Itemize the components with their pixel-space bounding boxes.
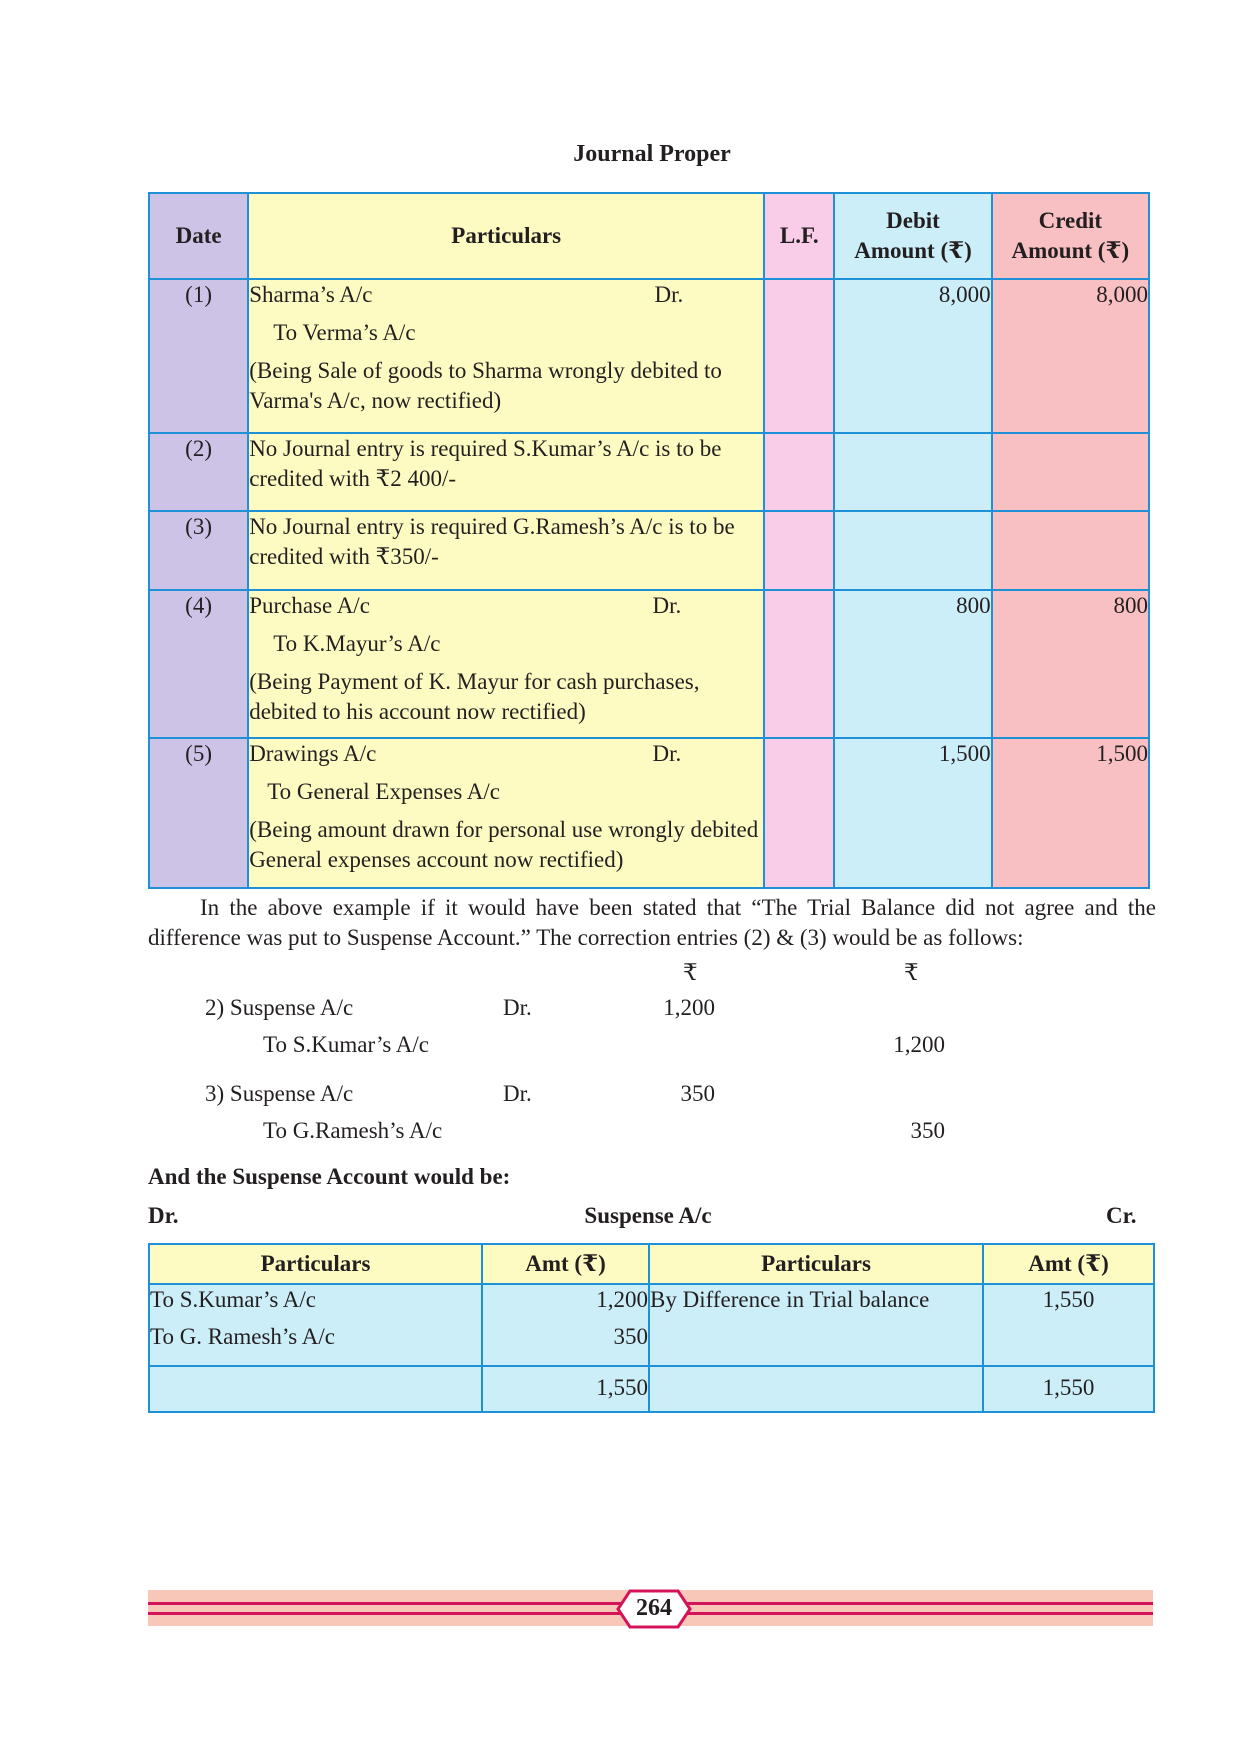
ledger-credit-amounts: [983, 1284, 1154, 1366]
ledger-debit-amount: 1,200: [596, 1287, 648, 1312]
ledger-total-blank: [149, 1366, 482, 1412]
correction-dr-tag: Dr.: [503, 995, 532, 1020]
debit-amount: 800: [834, 590, 991, 738]
debit-amount: 8,000: [834, 279, 991, 433]
journal-header-row: [149, 193, 1149, 279]
correction-debit-amount: 350: [680, 1081, 715, 1106]
ledger-debit-item: To G. Ramesh’s A/c: [150, 1323, 335, 1349]
ledger-credit-particulars: [649, 1284, 983, 1366]
lf-cell: [764, 279, 834, 433]
correction-to-account: To S.Kumar’s A/c: [263, 1032, 429, 1057]
ledger-header-particulars-cr: Particulars: [649, 1244, 983, 1284]
to-account: To K.Mayur’s A/c: [273, 630, 441, 656]
ledger-body-row: [149, 1284, 1154, 1366]
journal-table: [148, 192, 1150, 889]
debit-cell: [834, 433, 991, 511]
table-row: [149, 433, 1149, 511]
entry-number: (2): [149, 433, 248, 511]
header-credit: [992, 193, 1149, 279]
narration: (Being Sale of goods to Sharma wrongly debited to Varma's A/c, now rectified): [249, 357, 722, 413]
dr-account: Sharma’s A/c: [249, 282, 373, 307]
ledger-debit-amount: 350: [613, 1323, 648, 1349]
ledger-debit-total: 1,550: [482, 1366, 649, 1412]
entry-number: (5): [149, 738, 248, 888]
header-debit-line1: Debit: [886, 208, 940, 234]
correction-credit-amount: 350: [910, 1118, 945, 1143]
narration: (Being Payment of K. Mayur for cash purchases, debited to his account now rectified): [249, 668, 700, 724]
suspense-heading: And the Suspense Account would be:: [148, 1164, 511, 1189]
entry-note: No Journal entry is required S.Kumar’s A/c is to be credited with ₹2 400/-: [248, 433, 764, 511]
header-lf: L.F.: [764, 193, 834, 279]
ledger-header-amount-dr: Amt (₹): [482, 1244, 649, 1284]
correction-dr-account: 3) Suspense A/c: [205, 1081, 354, 1106]
suspense-ledger-table: [148, 1243, 1155, 1413]
dr-tag: Dr.: [654, 282, 684, 307]
table-row: [149, 738, 1149, 888]
lf-cell: [764, 738, 834, 888]
entry-particulars: [248, 279, 764, 433]
entry-particulars: [248, 738, 764, 888]
credit-amount: 8,000: [992, 279, 1149, 433]
dr-tag: Dr.: [652, 741, 682, 766]
table-row: [149, 590, 1149, 738]
ledger-header-row: [149, 1244, 1154, 1284]
to-account: To General Expenses A/c: [267, 778, 500, 804]
ledger-header-amount-cr: Amt (₹): [983, 1244, 1154, 1284]
lf-cell: [764, 433, 834, 511]
rupee-header-debit: ₹: [683, 960, 698, 985]
ledger-title: Suspense A/c: [584, 1203, 712, 1228]
correction-dr-account: 2) Suspense A/c: [205, 995, 354, 1020]
header-particulars: Particulars: [248, 193, 764, 279]
dr-account: Drawings A/c: [249, 741, 377, 766]
ledger-dr-label: Dr.: [148, 1203, 179, 1228]
dr-tag: Dr.: [652, 593, 682, 618]
explanation-paragraph: [148, 893, 1156, 953]
header-credit-line2: Amount (₹): [1011, 238, 1130, 263]
narration: (Being amount drawn for personal use wrongly debited General expenses account now rectified): [249, 816, 759, 872]
credit-amount: 1,500: [992, 738, 1149, 888]
debit-cell: [834, 511, 991, 590]
entry-number: (4): [149, 590, 248, 738]
ledger-debit-amounts: [482, 1284, 649, 1366]
header-date: Date: [149, 193, 248, 279]
debit-amount: 1,500: [834, 738, 991, 888]
ledger-credit-item: By Difference in Trial balance: [650, 1287, 930, 1312]
to-account: To Verma’s A/c: [273, 319, 416, 345]
lf-cell: [764, 511, 834, 590]
page-number: 264: [636, 1595, 672, 1621]
header-debit: [834, 193, 991, 279]
correction-dr-tag: Dr.: [503, 1081, 532, 1106]
correction-debit-amount: 1,200: [663, 995, 715, 1020]
lf-cell: [764, 590, 834, 738]
table-row: [149, 511, 1149, 590]
dr-account: Purchase A/c: [249, 593, 370, 618]
table-row: [149, 279, 1149, 433]
ledger-credit-amount: 1,550: [1042, 1287, 1095, 1312]
ledger-total-row: [149, 1366, 1154, 1412]
entry-number: (3): [149, 511, 248, 590]
page-title: Journal Proper: [573, 141, 731, 167]
ledger-credit-total: 1,550: [983, 1366, 1154, 1412]
ledger-debit-particulars: [149, 1284, 482, 1366]
credit-amount: 800: [992, 590, 1149, 738]
entry-note: No Journal entry is required G.Ramesh’s A/c is to be credited with ₹350/-: [248, 511, 764, 590]
ledger-header-particulars-dr: Particulars: [149, 1244, 482, 1284]
credit-cell: [992, 511, 1149, 590]
ledger-cr-label: Cr.: [1106, 1203, 1137, 1228]
header-credit-line1: Credit: [1038, 208, 1103, 234]
ledger-debit-item: To S.Kumar’s A/c: [150, 1287, 316, 1312]
entry-particulars: [248, 590, 764, 738]
ledger-total-blank: [649, 1366, 983, 1412]
entry-number: (1): [149, 279, 248, 433]
correction-to-account: To G.Ramesh’s A/c: [263, 1118, 443, 1143]
credit-cell: [992, 433, 1149, 511]
paragraph-text: In the above example if it would have been stated that “The Trial Balance did not agree and the difference was put to Suspense Account.” The correction entries (2) & (3) would be as follows:: [148, 895, 1156, 950]
header-debit-line2: Amount (₹): [854, 238, 972, 263]
correction-credit-amount: 1,200: [893, 1032, 945, 1057]
rupee-header-credit: ₹: [904, 960, 919, 985]
